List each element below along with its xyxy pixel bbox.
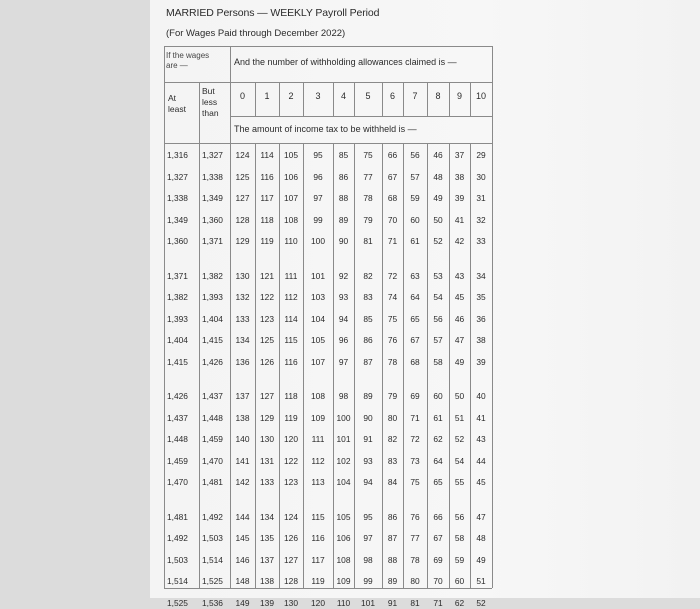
tax-amount: 105 [336,511,351,522]
wage-but-less-than: 1,382 [202,270,223,281]
but-less-than-header: But less than [202,86,219,118]
grid-vline [279,82,280,116]
wage-at-least: 1,503 [167,554,188,565]
allowance-column-9: 9 [456,91,462,101]
tax-amount: 120 [284,434,298,444]
tax-amount: 57 [433,335,443,345]
tax-amount: 116 [284,356,298,367]
wage-but-less-than: 1,371 [202,236,223,246]
tax-amount: 118 [284,391,298,401]
tax-amount: 140 [235,434,250,444]
tax-amount: 101 [361,597,375,608]
tax-amount: 122 [260,292,274,302]
tax-amount: 149 [235,597,250,608]
tax-amount: 83 [363,292,373,302]
tax-amount: 122 [284,455,298,466]
tax-amount: 104 [311,313,325,324]
tax-amount: 96 [338,335,349,345]
tax-amount: 90 [338,236,349,246]
tax-amount: 59 [410,193,420,203]
tax-amount: 64 [433,455,443,466]
tax-amount: 130 [260,434,274,444]
tax-amount: 129 [260,412,274,423]
tax-amount: 67 [410,335,420,345]
tax-amount: 58 [433,356,443,367]
tax-amount: 78 [387,356,398,367]
tax-amount: 138 [235,412,250,423]
tax-amount: 67 [433,533,443,543]
tax-amount: 70 [433,576,443,586]
tax-amount: 34 [476,270,486,281]
tax-amount: 91 [363,434,373,444]
wage-but-less-than: 1,349 [202,193,223,203]
tax-amount: 72 [410,434,420,444]
grid-vline [382,82,383,116]
tax-amount: 109 [336,576,351,586]
wage-at-least: 1,459 [167,455,188,466]
tax-amount: 131 [260,455,274,466]
tax-amount: 52 [433,236,443,246]
tax-amount: 93 [338,292,349,302]
tax-amount: 49 [454,356,465,367]
wage-but-less-than: 1,437 [202,391,223,401]
tax-amount: 43 [476,434,486,444]
tax-amount: 77 [410,533,420,543]
wage-but-less-than: 1,393 [202,292,223,302]
wage-but-less-than: 1,448 [202,412,223,423]
tax-amount: 146 [235,554,250,565]
tax-amount: 33 [476,236,486,246]
tax-amount: 39 [454,193,465,203]
tax-amount: 66 [433,511,443,522]
allowance-column-10: 10 [475,91,486,101]
tax-amount: 119 [311,576,325,586]
tax-amount: 46 [433,150,443,160]
wage-but-less-than: 1,514 [202,554,223,565]
allowance-column-1: 1 [264,91,270,101]
grid-hline [164,588,492,589]
tax-amount: 88 [387,554,398,565]
tax-amount: 80 [410,576,420,586]
tax-amount: 96 [313,171,323,182]
grid-vline [354,82,355,116]
allowance-column-2: 2 [288,91,294,101]
tax-amount: 126 [260,356,274,367]
tax-amount: 111 [311,434,325,444]
tax-amount: 60 [454,576,465,586]
tax-amount: 92 [338,270,349,281]
grid-vline [303,82,304,116]
tax-amount: 117 [260,193,274,203]
wage-at-least: 1,437 [167,412,188,423]
tax-amount: 83 [387,455,398,466]
tax-amount: 45 [454,292,465,302]
tax-amount: 132 [235,292,250,302]
tax-amount: 110 [284,236,298,246]
tax-amount: 133 [260,477,274,487]
tax-amount: 89 [363,391,373,401]
tax-amount: 126 [284,533,298,543]
tax-amount: 79 [363,214,373,225]
tax-amount: 87 [387,533,398,543]
wage-at-least: 1,404 [167,335,188,345]
tax-amount: 46 [454,313,465,324]
grid-vline [492,46,493,588]
allowance-column-0: 0 [239,91,245,101]
tax-amount: 106 [336,533,351,543]
tax-amount: 127 [235,193,250,203]
tax-amount: 141 [235,455,250,466]
tax-amount: 47 [476,511,486,522]
tax-amount: 148 [235,576,250,586]
tax-amount: 51 [454,412,465,423]
tax-amount: 36 [476,313,486,324]
tax-amount: 47 [454,335,465,345]
tax-amount: 117 [311,554,325,565]
tax-amount: 75 [387,313,398,324]
tax-amount: 125 [235,171,250,182]
tax-amount: 135 [260,533,274,543]
tax-amount: 74 [387,292,398,302]
tax-amount: 142 [235,477,250,487]
wage-at-least: 1,525 [167,597,188,608]
tax-amount: 69 [433,554,443,565]
tax-amount: 76 [387,335,398,345]
if-wages-header: If the wages are — [166,51,210,70]
tax-amount: 49 [433,193,443,203]
tax-amount: 97 [338,356,349,367]
allowances-caption: And the number of withholding allowances claimed is — [234,57,457,67]
grid-vline [427,82,428,116]
tax-amount: 88 [338,193,349,203]
tax-amount: 95 [313,150,323,160]
tax-amount: 42 [454,236,465,246]
tax-amount: 121 [260,270,274,281]
tax-amount: 52 [454,434,465,444]
tax-amount: 64 [410,292,420,302]
tax-amount: 109 [311,412,325,423]
tax-amount: 125 [260,335,274,345]
grid-hline [164,46,492,47]
wage-at-least: 1,492 [167,533,188,543]
tax-amount: 98 [338,391,349,401]
tax-amount: 108 [284,214,298,225]
wage-at-least: 1,426 [167,391,188,401]
tax-amount: 53 [433,270,443,281]
tax-amount: 58 [454,533,465,543]
table-subtitle: (For Wages Paid through December 2022) [166,28,346,39]
wage-but-less-than: 1,525 [202,576,223,586]
tax-amount: 89 [338,214,349,225]
grid-hline [230,116,492,117]
tax-amount: 119 [260,236,274,246]
tax-amount: 68 [410,356,420,367]
tax-amount: 134 [235,335,250,345]
tax-amount: 100 [311,236,325,246]
amount-caption: The amount of income tax to be withheld is — [234,124,417,134]
tax-amount: 112 [311,455,325,466]
allowance-column-5: 5 [365,91,371,101]
tax-amount: 45 [476,477,486,487]
tax-amount: 101 [311,270,325,281]
tax-amount: 65 [410,313,420,324]
tax-amount: 116 [260,171,274,182]
allowance-column-4: 4 [340,91,346,101]
tax-amount: 105 [284,150,298,160]
wage-at-least: 1,393 [167,313,188,324]
wage-at-least: 1,360 [167,236,188,246]
tax-amount: 82 [387,434,398,444]
tax-amount: 77 [363,171,373,182]
tax-amount: 55 [454,477,465,487]
grid-vline [470,82,471,116]
tax-amount: 89 [387,576,398,586]
tax-amount: 138 [260,576,274,586]
grid-vline [333,82,334,116]
tax-amount: 78 [363,193,373,203]
tax-amount: 108 [311,391,325,401]
wage-at-least: 1,338 [167,193,188,203]
wage-at-least: 1,448 [167,434,188,444]
tax-amount: 82 [363,270,373,281]
tax-amount: 60 [410,214,420,225]
tax-amount: 43 [454,270,465,281]
tax-amount: 98 [363,554,373,565]
grid-vline [199,82,200,588]
tax-amount: 116 [311,533,325,543]
tax-amount: 101 [336,434,351,444]
tax-amount: 137 [260,554,274,565]
tax-amount: 118 [260,214,274,225]
tax-amount: 114 [284,313,298,324]
wage-but-less-than: 1,426 [202,356,223,367]
tax-amount: 103 [311,292,325,302]
wage-but-less-than: 1,536 [202,597,223,608]
tax-amount: 107 [284,193,298,203]
grid-vline [449,82,450,116]
tax-amount: 79 [387,391,398,401]
tax-amount: 71 [387,236,398,246]
tax-amount: 123 [284,477,298,487]
wage-at-least: 1,481 [167,511,188,522]
tax-amount: 57 [410,171,420,182]
tax-amount: 65 [433,477,443,487]
tax-amount: 73 [410,455,420,466]
allowance-column-6: 6 [389,91,395,101]
tax-amount: 86 [363,335,373,345]
wage-at-least: 1,382 [167,292,188,302]
table-title: MARRIED Persons — WEEKLY Payroll Period [166,7,380,19]
tax-amount: 133 [235,313,250,324]
wage-but-less-than: 1,415 [202,335,223,345]
wage-at-least: 1,327 [167,171,188,182]
tax-amount: 136 [235,356,250,367]
tax-amount: 56 [454,511,465,522]
wage-but-less-than: 1,503 [202,533,223,543]
tax-amount: 56 [410,150,420,160]
tax-amount: 85 [338,150,349,160]
tax-amount: 128 [284,576,298,586]
tax-amount: 44 [476,455,486,466]
tax-amount: 97 [313,193,323,203]
tax-amount: 129 [235,236,250,246]
wage-at-least: 1,415 [167,356,188,367]
tax-amount: 97 [363,533,373,543]
wage-but-less-than: 1,360 [202,214,223,225]
tax-amount: 70 [387,214,398,225]
tax-amount: 144 [235,511,250,522]
tax-amount: 71 [433,597,443,608]
tax-amount: 40 [476,391,486,401]
tax-amount: 51 [476,576,486,586]
tax-amount: 127 [284,554,298,565]
tax-amount: 123 [260,313,274,324]
tax-amount: 102 [336,455,351,466]
allowance-column-7: 7 [412,91,418,101]
tax-amount: 110 [336,597,351,608]
tax-amount: 91 [387,597,398,608]
tax-amount: 69 [410,391,420,401]
wage-but-less-than: 1,404 [202,313,223,324]
tax-amount: 66 [387,150,398,160]
tax-amount: 68 [387,193,398,203]
tax-amount: 41 [454,214,465,225]
tax-amount: 130 [235,270,250,281]
tax-amount: 93 [363,455,373,466]
tax-amount: 78 [410,554,420,565]
wage-but-less-than: 1,327 [202,150,223,160]
wage-at-least: 1,371 [167,270,188,281]
tax-amount: 48 [476,533,486,543]
tax-amount: 76 [410,511,420,522]
wage-but-less-than: 1,470 [202,455,223,466]
tax-amount: 145 [235,533,250,543]
tax-amount: 41 [476,412,486,423]
tax-amount: 52 [476,597,486,608]
tax-amount: 107 [311,356,325,367]
tax-amount: 35 [476,292,486,302]
wage-but-less-than: 1,338 [202,171,223,182]
tax-amount: 31 [476,193,486,203]
tax-amount: 94 [338,313,349,324]
tax-amount: 100 [336,412,351,423]
tax-amount: 130 [284,597,298,608]
tax-amount: 108 [336,554,351,565]
tax-amount: 113 [311,477,325,487]
tax-amount: 38 [454,171,465,182]
tax-amount: 99 [363,576,373,586]
tax-amount: 80 [387,412,398,423]
tax-amount: 38 [476,335,486,345]
tax-amount: 54 [454,455,465,466]
tax-amount: 48 [433,171,443,182]
grid-vline [255,82,256,116]
tax-amount: 119 [284,412,298,423]
tax-amount: 86 [338,171,349,182]
tax-amount: 105 [311,335,325,345]
tax-amount: 99 [313,214,323,225]
tax-amount: 94 [363,477,373,487]
tax-amount: 56 [433,313,443,324]
wage-at-least: 1,470 [167,477,188,487]
tax-amount: 115 [284,335,298,345]
tax-amount: 54 [433,292,443,302]
tax-amount: 90 [363,412,373,423]
tax-amount: 50 [433,214,443,225]
wage-at-least: 1,514 [167,576,188,586]
grid-vline [403,82,404,116]
wage-but-less-than: 1,492 [202,511,223,522]
grid-vline [164,46,165,588]
tax-amount: 62 [454,597,465,608]
tax-amount: 112 [284,292,298,302]
tax-amount: 72 [387,270,398,281]
tax-amount: 49 [476,554,486,565]
tax-amount: 81 [410,597,420,608]
tax-amount: 134 [260,511,274,522]
tax-amount: 86 [387,511,398,522]
tax-amount: 59 [454,554,465,565]
tax-amount: 29 [476,150,486,160]
tax-amount: 84 [387,477,398,487]
tax-amount: 95 [363,511,373,522]
tax-amount: 104 [336,477,351,487]
tax-amount: 115 [311,511,325,522]
tax-amount: 67 [387,171,398,182]
tax-amount: 62 [433,434,443,444]
tax-amount: 106 [284,171,298,182]
tax-amount: 63 [410,270,420,281]
tax-amount: 124 [235,150,250,160]
wage-but-less-than: 1,459 [202,434,223,444]
tax-amount: 139 [260,597,274,608]
tax-amount: 111 [284,270,298,281]
tax-amount: 75 [363,150,373,160]
wage-but-less-than: 1,481 [202,477,223,487]
tax-amount: 127 [260,391,274,401]
grid-hline [164,82,492,83]
tax-amount: 81 [363,236,373,246]
tax-amount: 114 [260,150,274,160]
tax-amount: 60 [433,391,443,401]
allowance-column-8: 8 [435,91,441,101]
tax-amount: 124 [284,511,298,522]
at-least-header: At least [168,93,186,114]
tax-amount: 61 [410,236,420,246]
allowance-column-3: 3 [315,91,321,101]
tax-amount: 71 [410,412,420,423]
tax-amount: 39 [476,356,486,367]
tax-amount: 137 [235,391,250,401]
tax-amount: 85 [363,313,373,324]
tax-amount: 128 [235,214,250,225]
tax-amount: 75 [410,477,420,487]
grid-hline [164,143,492,144]
tax-amount: 50 [454,391,465,401]
tax-amount: 32 [476,214,486,225]
tax-amount: 37 [454,150,465,160]
wage-at-least: 1,349 [167,214,188,225]
wage-at-least: 1,316 [167,150,188,160]
tax-amount: 120 [311,597,325,608]
tax-amount: 30 [476,171,486,182]
tax-amount: 61 [433,412,443,423]
tax-amount: 87 [363,356,373,367]
